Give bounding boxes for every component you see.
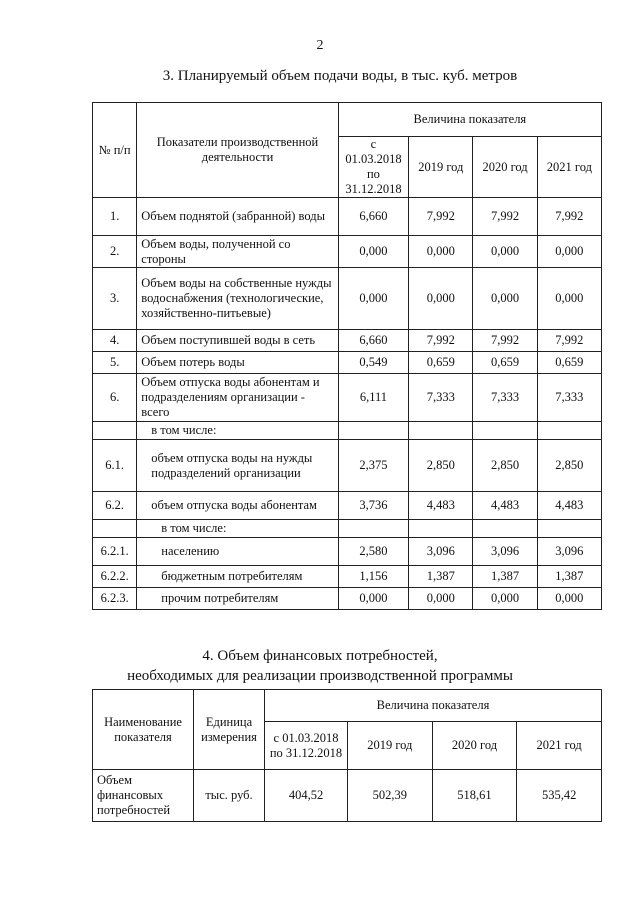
table-row — [93, 198, 602, 236]
section-3-title: 3. Планируемый объем подачи воды, в тыс. куб. метров — [162, 68, 518, 84]
row-value: 7,992 — [473, 330, 537, 352]
table-row — [93, 588, 602, 610]
row-number: 3. — [93, 268, 137, 330]
row-indicator: Объем воды на собственные нужды водоснабжения (технологические, хозяйственно-питьевые) — [137, 268, 338, 330]
row-value: 0,000 — [409, 268, 473, 330]
header-no: № п/п — [93, 103, 137, 198]
header-unit: Единица измерения — [194, 690, 265, 770]
table-row — [93, 422, 602, 440]
row-value: 6,111 — [338, 374, 408, 422]
row-value: 2,850 — [409, 440, 473, 492]
row-value: 1,387 — [537, 566, 601, 588]
row-value: 7,992 — [537, 198, 601, 236]
water-supply-table — [92, 102, 602, 610]
table-row — [93, 352, 602, 374]
row-value: 7,333 — [409, 374, 473, 422]
header-value-group: Величина показателя — [265, 690, 602, 722]
row-value: 0,000 — [473, 268, 537, 330]
section-4-title-line-1: 4. Объем финансовых потребностей, — [202, 648, 438, 664]
row-value: 1,156 — [338, 566, 408, 588]
row-number: 6.2.2. — [93, 566, 137, 588]
row-value — [338, 520, 408, 538]
row-value: 3,096 — [473, 538, 537, 566]
table-row — [93, 492, 602, 520]
table-row — [93, 538, 602, 566]
row-number: 2. — [93, 236, 137, 268]
section-4-title — [0, 646, 640, 686]
row-number: 6.2. — [93, 492, 137, 520]
row-value: 2,850 — [537, 440, 601, 492]
row-value: 518,61 — [432, 770, 517, 822]
row-value: 0,659 — [473, 352, 537, 374]
row-number — [93, 520, 137, 538]
row-value: 7,333 — [473, 374, 537, 422]
row-indicator: Объем потерь воды — [137, 352, 338, 374]
row-value: 1,387 — [409, 566, 473, 588]
row-number: 6.2.1. — [93, 538, 137, 566]
row-indicator: объем отпуска воды на нужды подразделений организации — [137, 440, 338, 492]
table-row — [93, 440, 602, 492]
table-row — [93, 236, 602, 268]
row-value: 0,000 — [537, 268, 601, 330]
row-value: 7,992 — [473, 198, 537, 236]
row-value: 1,387 — [473, 566, 537, 588]
financial-needs-table — [92, 689, 602, 822]
header-period-2018: с 01.03.2018 по 31.12.2018 — [338, 137, 408, 198]
row-value: 0,000 — [473, 588, 537, 610]
header-indicators: Показатели производственной деятельности — [137, 103, 338, 198]
row-value: 535,42 — [517, 770, 602, 822]
row-value: 0,000 — [338, 236, 408, 268]
row-value: 6,660 — [338, 330, 408, 352]
row-number: 6.2.3. — [93, 588, 137, 610]
section-4-title-line-2: необходимых для реализации производственной программы — [127, 668, 513, 684]
row-value: 7,992 — [409, 198, 473, 236]
row-value — [409, 422, 473, 440]
row-value: 4,483 — [537, 492, 601, 520]
row-indicator: Объем поднятой (забранной) воды — [137, 198, 338, 236]
row-value: 7,992 — [537, 330, 601, 352]
table-row — [93, 566, 602, 588]
row-value: 0,000 — [537, 236, 601, 268]
header-period-2019: 2019 год — [348, 722, 433, 770]
row-value: 2,580 — [338, 538, 408, 566]
row-indicator: в том числе: — [137, 422, 338, 440]
row-value — [409, 520, 473, 538]
row-value — [473, 520, 537, 538]
row-value: 502,39 — [348, 770, 433, 822]
header-period-2021: 2021 год — [517, 722, 602, 770]
table-row — [93, 330, 602, 352]
row-value — [537, 422, 601, 440]
table-row — [93, 268, 602, 330]
row-indicator: объем отпуска воды абонентам — [137, 492, 338, 520]
header-period-2021: 2021 год — [537, 137, 601, 198]
row-value: 2,850 — [473, 440, 537, 492]
row-value: 0,000 — [409, 236, 473, 268]
row-value: 3,736 — [338, 492, 408, 520]
header-period-2019: 2019 год — [409, 137, 473, 198]
row-value: 0,000 — [473, 236, 537, 268]
row-value: 0,000 — [338, 268, 408, 330]
header-value-group: Величина показателя — [338, 103, 601, 137]
row-value: 4,483 — [473, 492, 537, 520]
row-indicator: в том числе: — [137, 520, 338, 538]
row-indicator: Объем воды, полученной со стороны — [137, 236, 338, 268]
row-indicator: бюджетным потребителям — [137, 566, 338, 588]
row-unit: тыс. руб. — [194, 770, 265, 822]
row-indicator: населению — [137, 538, 338, 566]
row-indicator: Объем финансовых потребностей — [93, 770, 194, 822]
header-period-2018: с 01.03.2018 по 31.12.2018 — [265, 722, 348, 770]
row-indicator: Объем поступившей воды в сеть — [137, 330, 338, 352]
row-value: 6,660 — [338, 198, 408, 236]
row-number: 5. — [93, 352, 137, 374]
row-value — [473, 422, 537, 440]
row-value: 3,096 — [537, 538, 601, 566]
row-value: 0,659 — [409, 352, 473, 374]
row-value: 7,992 — [409, 330, 473, 352]
row-value: 0,000 — [409, 588, 473, 610]
row-number: 4. — [93, 330, 137, 352]
page-number: 2 — [316, 38, 324, 53]
table-row — [93, 374, 602, 422]
row-indicator: Объем отпуска воды абонентам и подразделениям организации - всего — [137, 374, 338, 422]
row-value: 0,549 — [338, 352, 408, 374]
row-number: 1. — [93, 198, 137, 236]
header-name: Наименование показателя — [93, 690, 194, 770]
header-period-2020: 2020 год — [473, 137, 537, 198]
row-value — [537, 520, 601, 538]
row-indicator: прочим потребителям — [137, 588, 338, 610]
row-value: 0,000 — [338, 588, 408, 610]
row-value: 404,52 — [265, 770, 348, 822]
row-value — [338, 422, 408, 440]
header-period-2020: 2020 год — [432, 722, 517, 770]
row-number: 6.1. — [93, 440, 137, 492]
row-number: 6. — [93, 374, 137, 422]
row-value: 0,000 — [537, 588, 601, 610]
row-value: 4,483 — [409, 492, 473, 520]
row-value: 2,375 — [338, 440, 408, 492]
row-value: 7,333 — [537, 374, 601, 422]
row-value: 3,096 — [409, 538, 473, 566]
table-row — [93, 770, 602, 822]
row-value: 0,659 — [537, 352, 601, 374]
table-row — [93, 520, 602, 538]
row-number — [93, 422, 137, 440]
